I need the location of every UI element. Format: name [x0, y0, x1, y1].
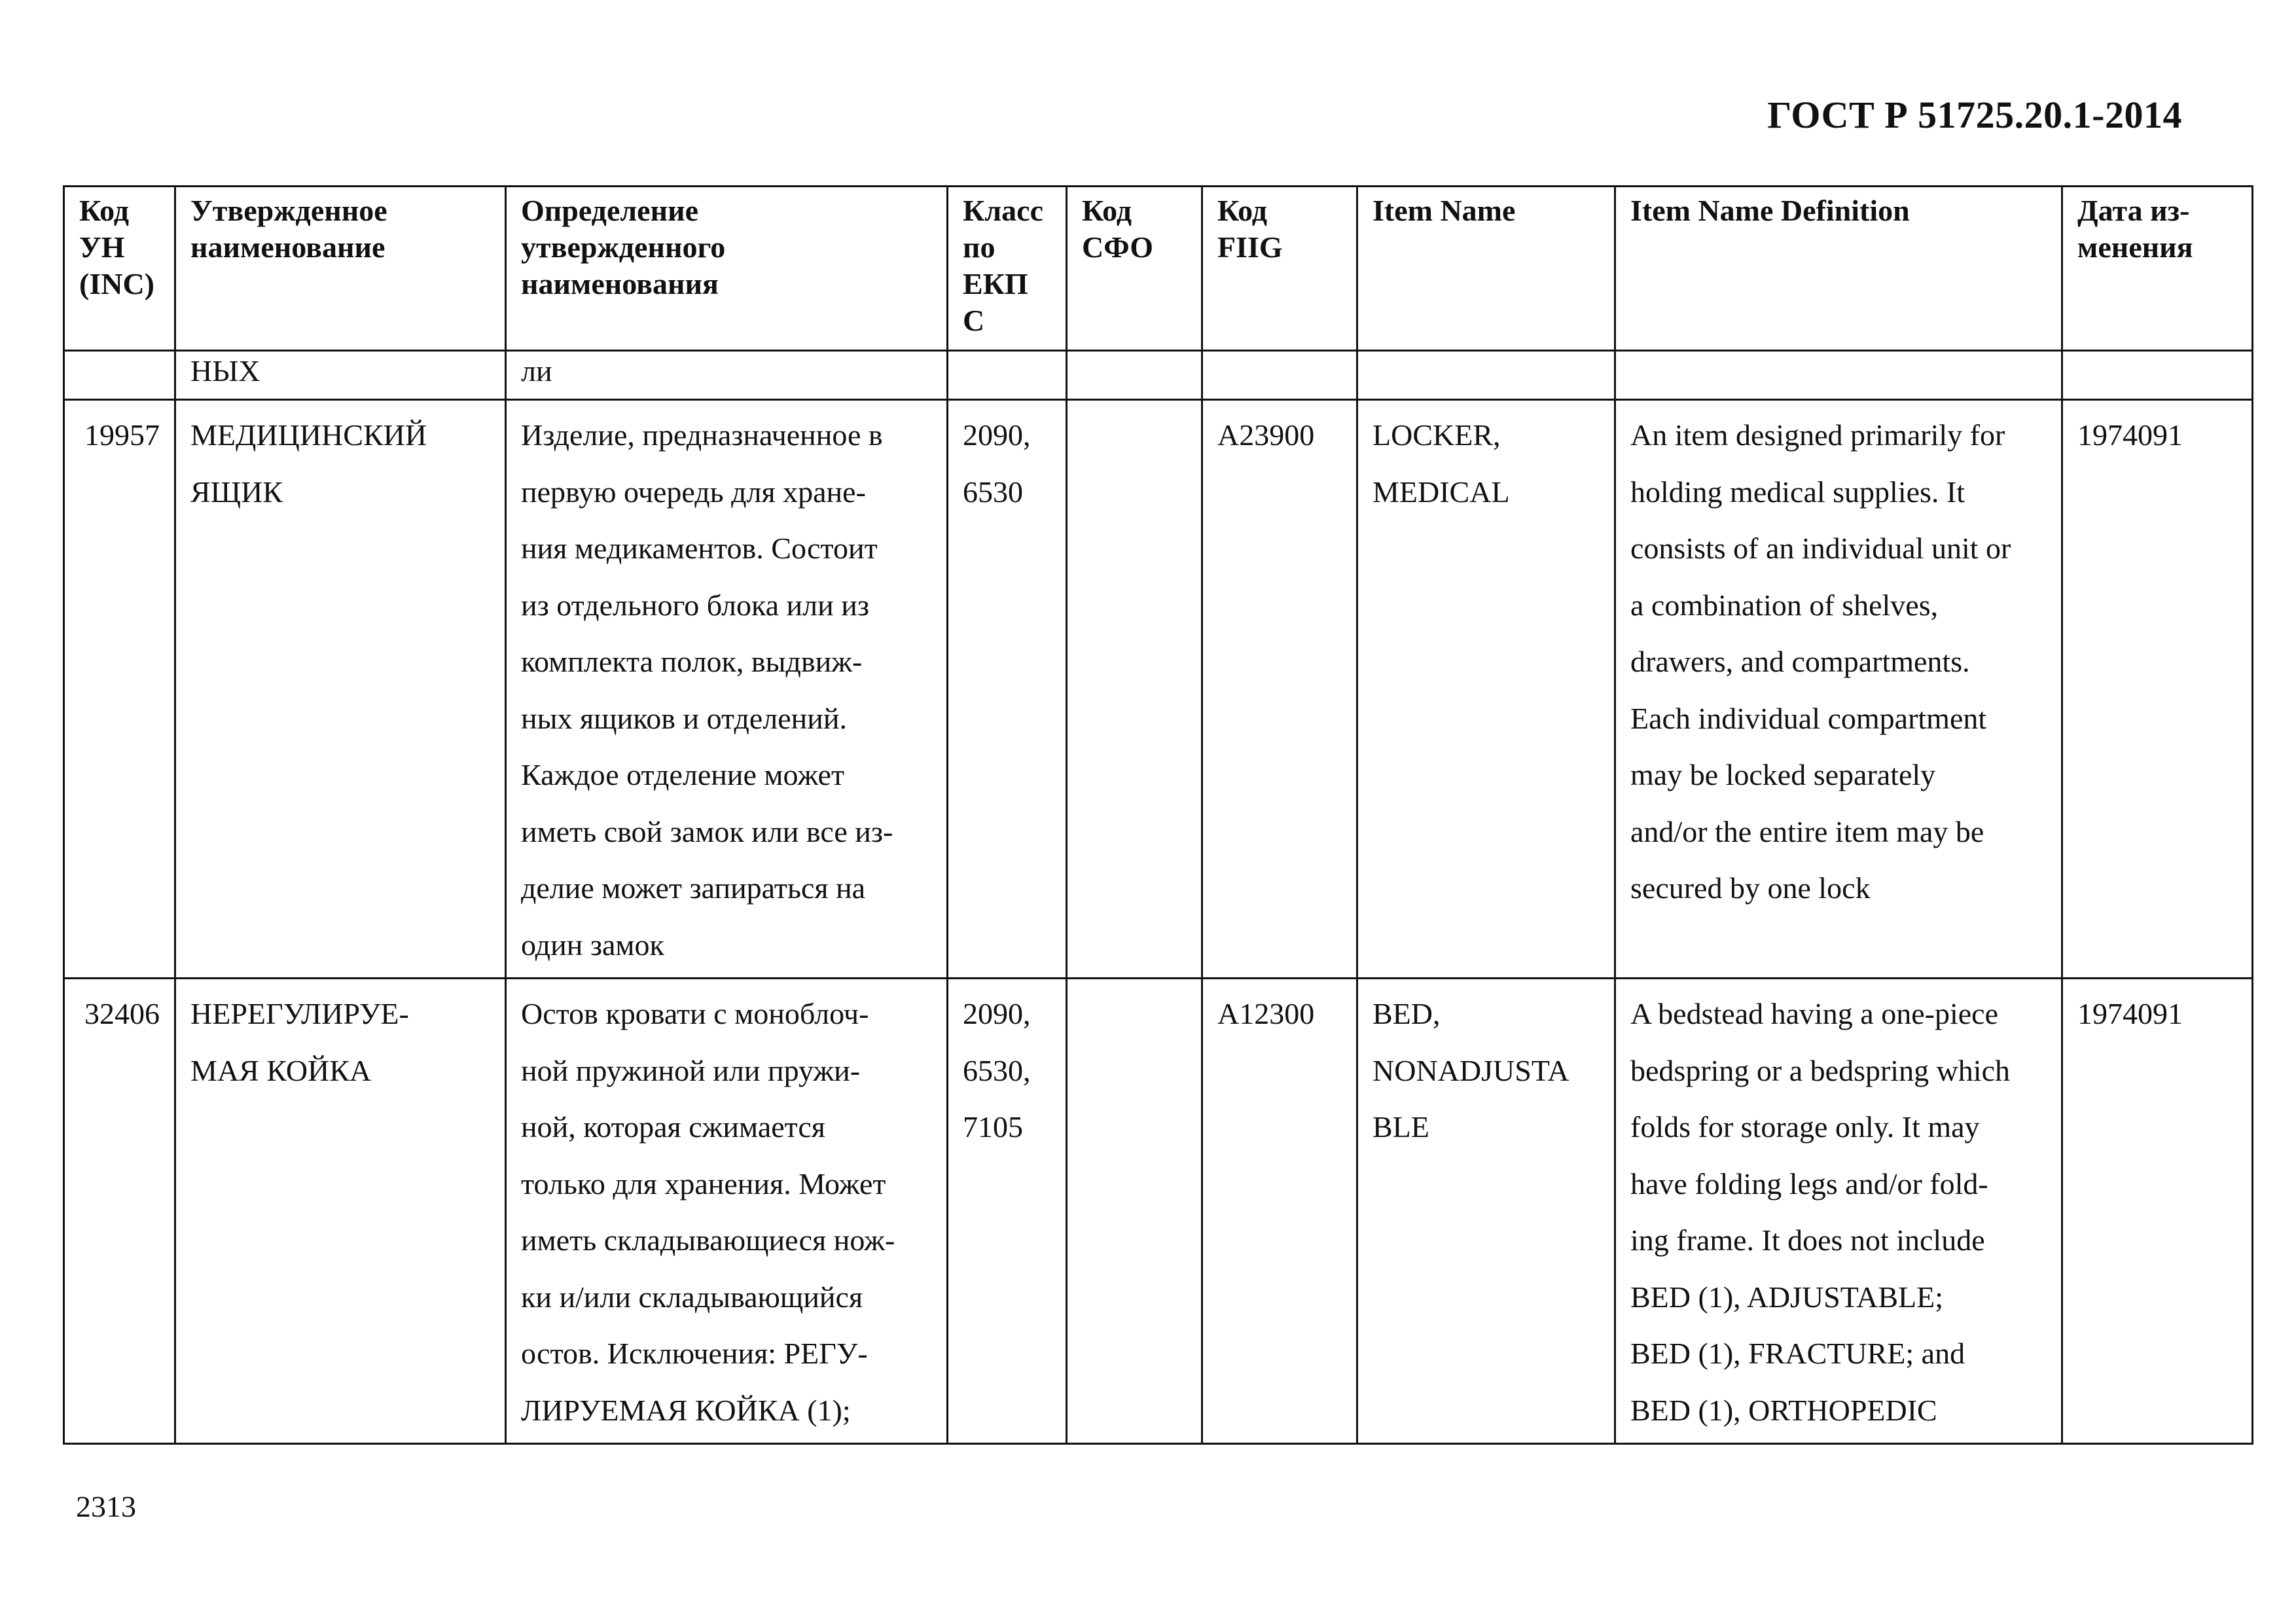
cell-fiig: A23900 — [1202, 400, 1357, 979]
cell-date: 1974091 — [2062, 400, 2253, 979]
cell-inc — [64, 351, 175, 400]
document-designation: ГОСТ Р 51725.20.1-2014 — [1767, 94, 2182, 136]
cell-ekps: 2090, 6530, 7105 — [948, 979, 1067, 1444]
col-header-ekps-class: Класс по ЕКП С — [948, 187, 1067, 351]
col-header-approved-name: Утвержденное наименование — [175, 187, 506, 351]
col-header-name-definition: Определение утвержденного наименования — [506, 187, 948, 351]
cell-sfo — [1067, 979, 1202, 1444]
cell-inc: 19957 — [64, 400, 175, 979]
cell-ekps — [948, 351, 1067, 400]
table-row — [64, 979, 2253, 1444]
continuation-row — [64, 351, 2253, 400]
cell-name: НЫХ — [175, 351, 506, 400]
col-header-item-name-definition: Item Name Definition — [1615, 187, 2062, 351]
cell-definition: ли — [506, 351, 948, 400]
cell-fiig: A12300 — [1202, 979, 1357, 1444]
cell-sfo — [1067, 400, 1202, 979]
cell-item-definition: A bedstead having a one-piece bedspring or a bedspring which folds for storage only. It may have folding legs and/or fold- ing frame. It does not include BED (1), ADJUSTABLE; BED (1), FRACTURE; and BED (1), ORTHOPEDIC — [1615, 979, 2062, 1444]
table-row — [64, 400, 2253, 979]
table-header-row — [64, 187, 2253, 351]
col-header-inc: Код УН (INC) — [64, 187, 175, 351]
cell-inc: 32406 — [64, 979, 175, 1444]
cell-item-definition — [1615, 351, 2062, 400]
cell-date — [2062, 351, 2253, 400]
cell-fiig — [1202, 351, 1357, 400]
col-header-change-date: Дата из- менения — [2062, 187, 2253, 351]
cell-item-name: LOCKER, MEDICAL — [1357, 400, 1615, 979]
cell-name: НЕРЕГУЛИРУЕ- МАЯ КОЙКА — [175, 979, 506, 1444]
page-number: 2313 — [76, 1490, 136, 1523]
cell-date: 1974091 — [2062, 979, 2253, 1444]
cell-definition: Остов кровати с моноблоч- ной пружиной или пружи- ной, которая сжимается только для хранения. Может иметь складывающиеся нож- ки и/или складывающийся остов. Исключения: РЕГУ- ЛИРУЕМАЯ КОЙКА (1); — [506, 979, 948, 1444]
col-header-item-name: Item Name — [1357, 187, 1615, 351]
cell-item-name — [1357, 351, 1615, 400]
cell-name: МЕДИЦИНСКИЙ ЯЩИК — [175, 400, 506, 979]
cell-definition: Изделие, предназначенное в первую очередь для хране- ния медикаментов. Состоит из отдельного блока или из комплекта полок, выдвиж- ных ящиков и отделений. Каждое отделение может иметь свой замок или все из- делие может запираться на один замок — [506, 400, 948, 979]
col-header-fiig-code: Код FIIG — [1202, 187, 1357, 351]
cell-ekps: 2090, 6530 — [948, 400, 1067, 979]
cell-sfo — [1067, 351, 1202, 400]
cell-item-definition: An item designed primarily for holding medical supplies. It consists of an individual unit or a combination of shelves, drawers, and compartments. Each individual compartment may be locked separately and/or the entire item may be secured by one lock — [1615, 400, 2062, 979]
item-names-table — [63, 185, 2253, 1445]
col-header-sfo-code: Код СФО — [1067, 187, 1202, 351]
cell-item-name: BED, NONADJUSTA BLE — [1357, 979, 1615, 1444]
